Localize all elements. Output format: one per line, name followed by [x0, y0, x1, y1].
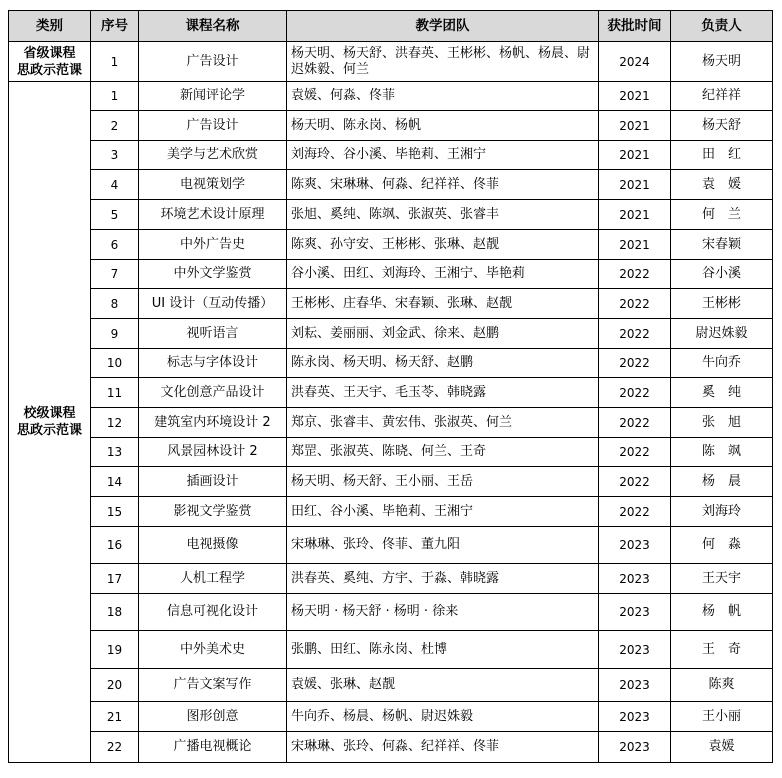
course-cell: 广播电视概论	[139, 732, 287, 763]
no-cell: 16	[91, 527, 139, 564]
category-cell	[9, 42, 91, 82]
no-cell: 8	[91, 289, 139, 319]
course-cell: 插画设计	[139, 467, 287, 497]
course-cell: 文化创意产品设计	[139, 378, 287, 408]
category-cell	[9, 82, 91, 763]
table-row	[9, 564, 773, 594]
no-cell: 20	[91, 669, 139, 702]
header-year: 获批时间	[599, 11, 671, 42]
year-cell: 2021	[599, 82, 671, 111]
no-cell: 14	[91, 467, 139, 497]
course-cell: 影视文学鉴赏	[139, 497, 287, 527]
team-cell: 宋琳琳、张玲、何淼、纪祥祥、佟菲	[287, 732, 599, 763]
category-line-2: 思政示范课	[16, 423, 82, 438]
course-cell: 广告设计	[139, 42, 287, 82]
no-cell: 5	[91, 200, 139, 230]
no-cell: 12	[91, 408, 139, 438]
no-cell: 11	[91, 378, 139, 408]
leader-cell: 宋春颖	[671, 230, 773, 260]
leader-cell: 何 兰	[671, 200, 773, 230]
no-cell: 17	[91, 564, 139, 594]
team-cell: 杨天明、陈永岗、杨帆	[287, 111, 599, 141]
header-row	[9, 11, 773, 42]
table-row	[9, 527, 773, 564]
year-cell: 2023	[599, 702, 671, 732]
team-cell: 张旭、奚纯、陈飒、张淑英、张睿丰	[287, 200, 599, 230]
course-cell: 美学与艺术欣赏	[139, 141, 287, 170]
no-cell: 18	[91, 594, 139, 631]
table-row	[9, 732, 773, 763]
leader-cell: 何 淼	[671, 527, 773, 564]
table-row	[9, 141, 773, 170]
category-line-2: 思政示范课	[16, 62, 82, 78]
team-cell: 洪春英、奚纯、方宇、于淼、韩晓露	[287, 564, 599, 594]
team-cell: 杨天明、杨天舒、王小丽、王岳	[287, 467, 599, 497]
no-cell: 19	[91, 631, 139, 669]
no-cell: 13	[91, 438, 139, 467]
table-body	[9, 42, 773, 763]
leader-cell: 王彬彬	[671, 289, 773, 319]
leader-cell: 牛向乔	[671, 349, 773, 378]
course-cell: 电视摄像	[139, 527, 287, 564]
table-row	[9, 200, 773, 230]
team-cell: 杨天明 · 杨天舒 · 杨明 · 徐来	[287, 594, 599, 631]
year-cell: 2023	[599, 594, 671, 631]
header-leader: 负责人	[671, 11, 773, 42]
year-cell: 2022	[599, 349, 671, 378]
team-cell: 王彬彬、庄春华、宋春颖、张琳、赵靓	[287, 289, 599, 319]
leader-cell: 袁 媛	[671, 170, 773, 200]
team-cell: 张鹏、田红、陈永岗、杜博	[287, 631, 599, 669]
no-cell: 1	[91, 82, 139, 111]
year-cell: 2023	[599, 669, 671, 702]
course-cell: 图形创意	[139, 702, 287, 732]
course-cell: 电视策划学	[139, 170, 287, 200]
header-no: 序号	[91, 11, 139, 42]
year-cell: 2023	[599, 527, 671, 564]
course-cell: 风景园林设计 2	[139, 438, 287, 467]
team-cell: 郑罡、张淑英、陈晓、何兰、王奇	[287, 438, 599, 467]
course-cell: 人机工程学	[139, 564, 287, 594]
course-cell: UI 设计（互动传播）	[139, 289, 287, 319]
table-row	[9, 170, 773, 200]
team-cell: 刘耘、姜丽丽、刘金武、徐来、赵鹏	[287, 319, 599, 349]
table-row	[9, 378, 773, 408]
course-cell: 信息可视化设计	[139, 594, 287, 631]
table-container	[8, 10, 773, 763]
year-cell: 2021	[599, 111, 671, 141]
course-cell: 广告文案写作	[139, 669, 287, 702]
no-cell: 2	[91, 111, 139, 141]
course-cell: 视听语言	[139, 319, 287, 349]
header-course: 课程名称	[139, 11, 287, 42]
course-cell: 中外文学鉴赏	[139, 260, 287, 289]
team-cell: 陈永岗、杨天明、杨天舒、赵鹏	[287, 349, 599, 378]
leader-cell: 王天宇	[671, 564, 773, 594]
leader-cell: 杨天舒	[671, 111, 773, 141]
leader-cell: 陈爽	[671, 669, 773, 702]
no-cell: 22	[91, 732, 139, 763]
year-cell: 2023	[599, 564, 671, 594]
table-row	[9, 349, 773, 378]
course-cell: 建筑室内环境设计 2	[139, 408, 287, 438]
leader-cell: 田 红	[671, 141, 773, 170]
year-cell: 2022	[599, 497, 671, 527]
table-row	[9, 111, 773, 141]
team-cell: 陈爽、宋琳琳、何淼、纪祥祥、佟菲	[287, 170, 599, 200]
leader-cell: 尉迟姝毅	[671, 319, 773, 349]
team-cell: 洪春英、王天宇、毛玉苓、韩晓露	[287, 378, 599, 408]
leader-cell: 奚 纯	[671, 378, 773, 408]
year-cell: 2022	[599, 260, 671, 289]
year-cell: 2022	[599, 467, 671, 497]
year-cell: 2021	[599, 141, 671, 170]
year-cell: 2021	[599, 200, 671, 230]
table-row	[9, 230, 773, 260]
year-cell: 2022	[599, 289, 671, 319]
team-cell: 谷小溪、田红、刘海玲、王湘宁、毕艳莉	[287, 260, 599, 289]
table-row	[9, 319, 773, 349]
team-cell: 田红、谷小溪、毕艳莉、王湘宁	[287, 497, 599, 527]
leader-cell: 张 旭	[671, 408, 773, 438]
team-cell: 袁媛、张琳、赵靓	[287, 669, 599, 702]
course-cell: 广告设计	[139, 111, 287, 141]
leader-cell: 杨 晨	[671, 467, 773, 497]
year-cell: 2022	[599, 408, 671, 438]
leader-cell: 袁媛	[671, 732, 773, 763]
leader-cell: 杨天明	[671, 42, 773, 82]
year-cell: 2023	[599, 732, 671, 763]
team-cell: 杨天明、杨天舒、洪春英、王彬彬、杨帆、杨晨、尉迟姝毅、何兰	[287, 42, 599, 82]
table-row	[9, 408, 773, 438]
year-cell: 2022	[599, 378, 671, 408]
header-category: 类别	[9, 11, 91, 42]
year-cell: 2023	[599, 631, 671, 669]
table-row	[9, 289, 773, 319]
no-cell: 9	[91, 319, 139, 349]
no-cell: 6	[91, 230, 139, 260]
leader-cell: 王小丽	[671, 702, 773, 732]
table-row	[9, 260, 773, 289]
year-cell: 2021	[599, 170, 671, 200]
table-row	[9, 438, 773, 467]
no-cell: 21	[91, 702, 139, 732]
course-cell: 环境艺术设计原理	[139, 200, 287, 230]
no-cell: 4	[91, 170, 139, 200]
leader-cell: 杨 帆	[671, 594, 773, 631]
leader-cell: 陈 飒	[671, 438, 773, 467]
demonstration-course-table	[8, 10, 773, 763]
no-cell: 1	[91, 42, 139, 82]
table-row	[9, 497, 773, 527]
table-row	[9, 467, 773, 497]
team-cell: 牛向乔、杨晨、杨帆、尉迟姝毅	[287, 702, 599, 732]
table-row	[9, 631, 773, 669]
team-cell: 宋琳琳、张玲、佟菲、董九阳	[287, 527, 599, 564]
table-row	[9, 669, 773, 702]
team-cell: 袁媛、何淼、佟菲	[287, 82, 599, 111]
team-cell: 陈爽、孙守安、王彬彬、张琳、赵靓	[287, 230, 599, 260]
header-team: 教学团队	[287, 11, 599, 42]
course-cell: 中外美术史	[139, 631, 287, 669]
category-line-1: 省级课程	[23, 45, 76, 61]
year-cell: 2024	[599, 42, 671, 82]
course-cell: 标志与字体设计	[139, 349, 287, 378]
no-cell: 3	[91, 141, 139, 170]
team-cell: 郑京、张睿丰、黄宏伟、张淑英、何兰	[287, 408, 599, 438]
leader-cell: 纪祥祥	[671, 82, 773, 111]
no-cell: 7	[91, 260, 139, 289]
category-line-1: 校级课程	[23, 406, 76, 421]
table-row	[9, 82, 773, 111]
table-row	[9, 702, 773, 732]
no-cell: 10	[91, 349, 139, 378]
leader-cell: 谷小溪	[671, 260, 773, 289]
table-row	[9, 42, 773, 82]
course-cell: 中外广告史	[139, 230, 287, 260]
leader-cell: 王 奇	[671, 631, 773, 669]
table-row	[9, 594, 773, 631]
course-cell: 新闻评论学	[139, 82, 287, 111]
team-cell: 刘海玲、谷小溪、毕艳莉、王湘宁	[287, 141, 599, 170]
leader-cell: 刘海玲	[671, 497, 773, 527]
year-cell: 2021	[599, 230, 671, 260]
no-cell: 15	[91, 497, 139, 527]
year-cell: 2022	[599, 319, 671, 349]
year-cell: 2022	[599, 438, 671, 467]
